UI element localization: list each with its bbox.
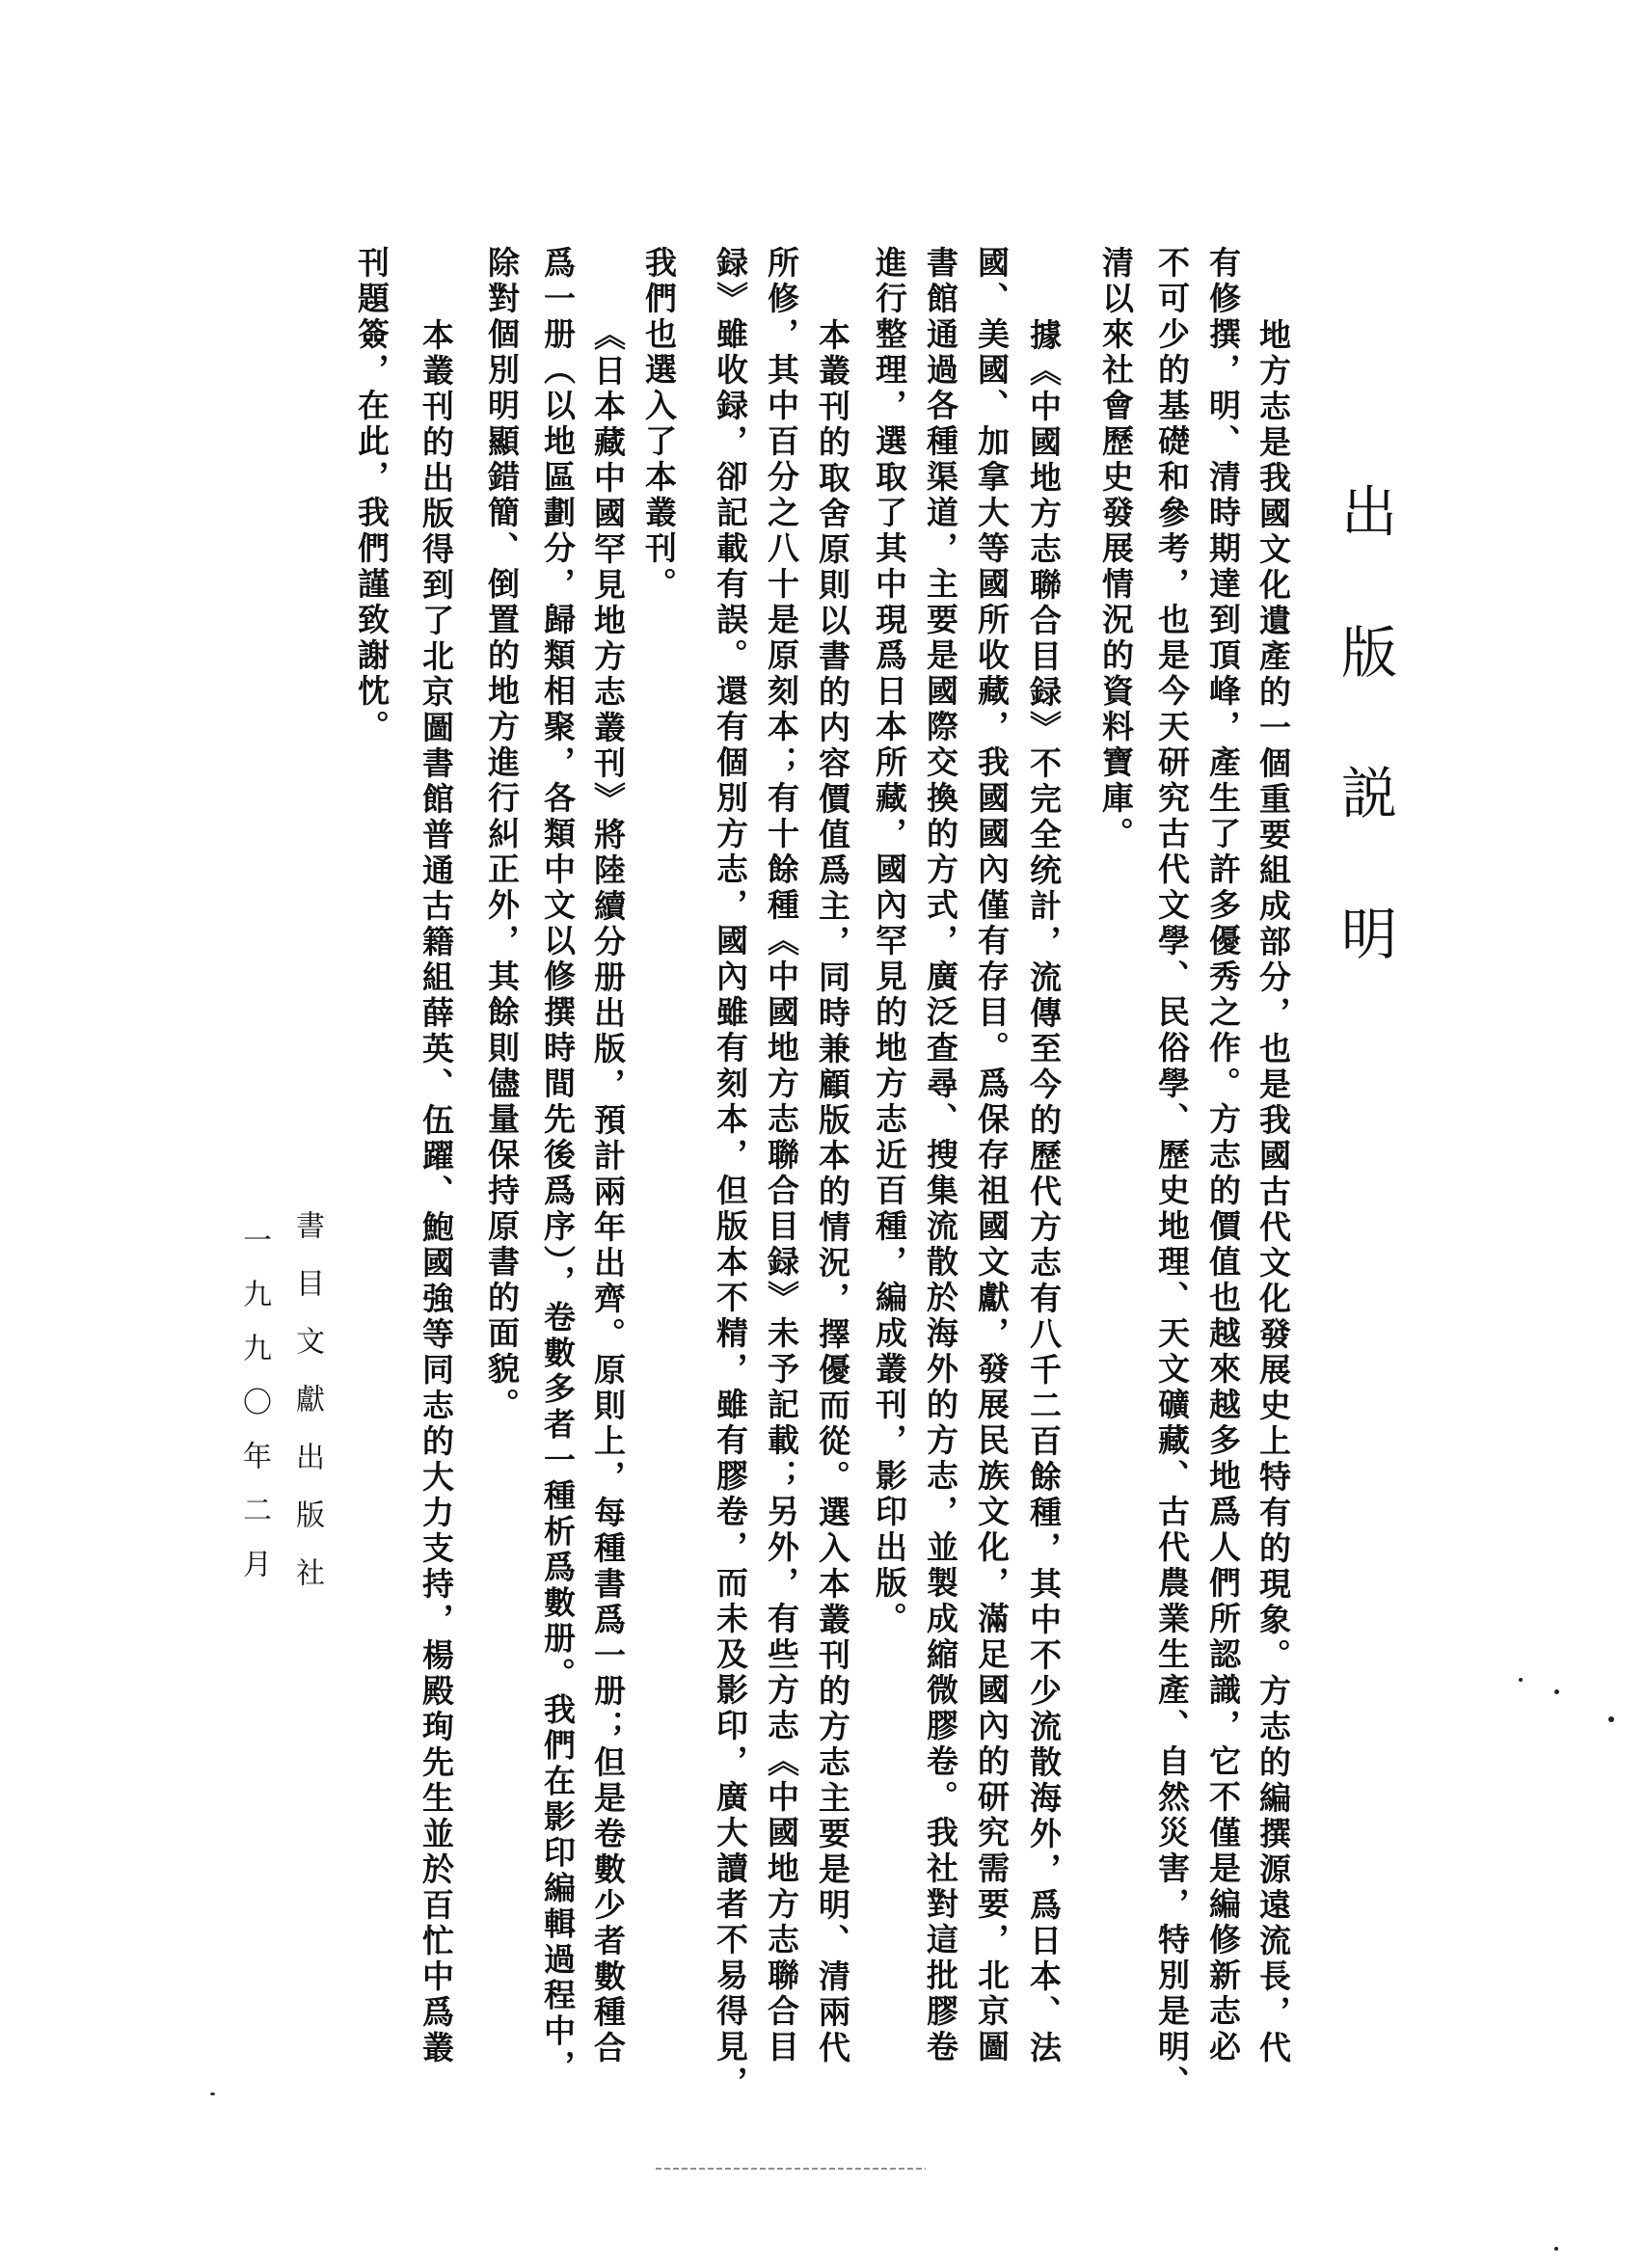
scan-speck: [1519, 1678, 1523, 1682]
scan-artifact-line: [656, 2168, 926, 2170]
text-column: 書館通過各種渠道，主要是國際交換的方式，廣泛查尋、搜集流散於海外的方志，並製成縮微膠卷。我社對這批膠卷: [922, 246, 959, 2066]
text-column: 爲一册（以地區劃分，歸類相聚，各類中文以修撰時間先後爲序），卷數多者一種析爲數册。我們在影印編輯過程中，: [539, 246, 577, 2086]
publisher-name: 書目文獻出版社: [290, 1210, 324, 1615]
scan-speck: [210, 2092, 215, 2095]
text-column: 録》雖收録，卻記載有誤。還有個別方志，國內雖有刻本，但版本不精，雖有膠卷，而未及影印，廣大讀者不易得見，: [712, 246, 749, 2101]
text-column: 據《中國地方志聯合目録》不完全统計，流傳至今的歷代方志有八千二百餘種，其中不少流散海外，爲日本、法: [1025, 318, 1063, 2066]
text-column: 進行整理，選取了其中現爲日本所藏，國內罕見的地方志近百種，編成叢刊，影印出版。: [871, 246, 908, 1637]
text-column: 國、美國、加拿大等國所收藏，我國國內僅有存目。爲保存祖國文獻，發展民族文化，滿足國內的研究需要，北京圖: [973, 246, 1011, 2066]
scan-speck: [1608, 1716, 1614, 1722]
text-column: 刊題簽，在此，我們謹致謝忱。: [353, 246, 391, 745]
text-column: 我們也選入了本叢刊。: [640, 246, 678, 603]
text-column: 清以來社會歷史發展情況的資料寶庫。: [1097, 246, 1135, 852]
text-column: 《日本藏中國罕見地方志叢刊》將陸續分册出版，預計兩年出齊。原則上，每種書爲一册；但是卷數少者數種合: [589, 318, 627, 2066]
text-column: 不可少的基礎和參考，也是今天研究古代文學、民俗學、歷史地理、天文礦藏、古代農業生產、自然災害，特別是明、: [1153, 246, 1191, 2101]
text-column: 本叢刊的出版得到了北京圖書館普通古籍組薛英、伍躍、鮑國強等同志的大力支持，楊殿珣先生並於百忙中爲叢: [418, 318, 455, 2066]
text-column: 本叢刊的取舍原則以書的内容價值爲主，同時兼顧版本的情況，擇優而從。選入本叢刊的方志主要是明、清兩代: [814, 318, 851, 2066]
text-column: 有修撰，明、清時期達到頂峰，產生了許多優秀之作。方志的價值也越來越多地爲人們所認識，它不僅是編修新志必: [1204, 246, 1242, 2066]
scan-speck: [1554, 1689, 1559, 1694]
page-title: 出版説明: [1332, 482, 1397, 1045]
publication-date: 一九九〇年二月: [237, 1225, 271, 1603]
text-column: 除對個別明顯錯簡、倒置的地方進行糾正外，其餘則儘量保持原書的面貌。: [483, 246, 521, 1423]
text-column: 地方志是我國文化遺產的一個重要組成部分，也是我國古代文化發展史上特有的現象。方志的編撰源遠流長，代: [1254, 318, 1292, 2066]
text-column: 所修，其中百分之八十是原刻本；有十餘種《中國地方志聯合目録》未予記載；另外，有些方志《中國地方志聯合目: [763, 246, 800, 2066]
scan-speck: [1554, 2247, 1558, 2251]
